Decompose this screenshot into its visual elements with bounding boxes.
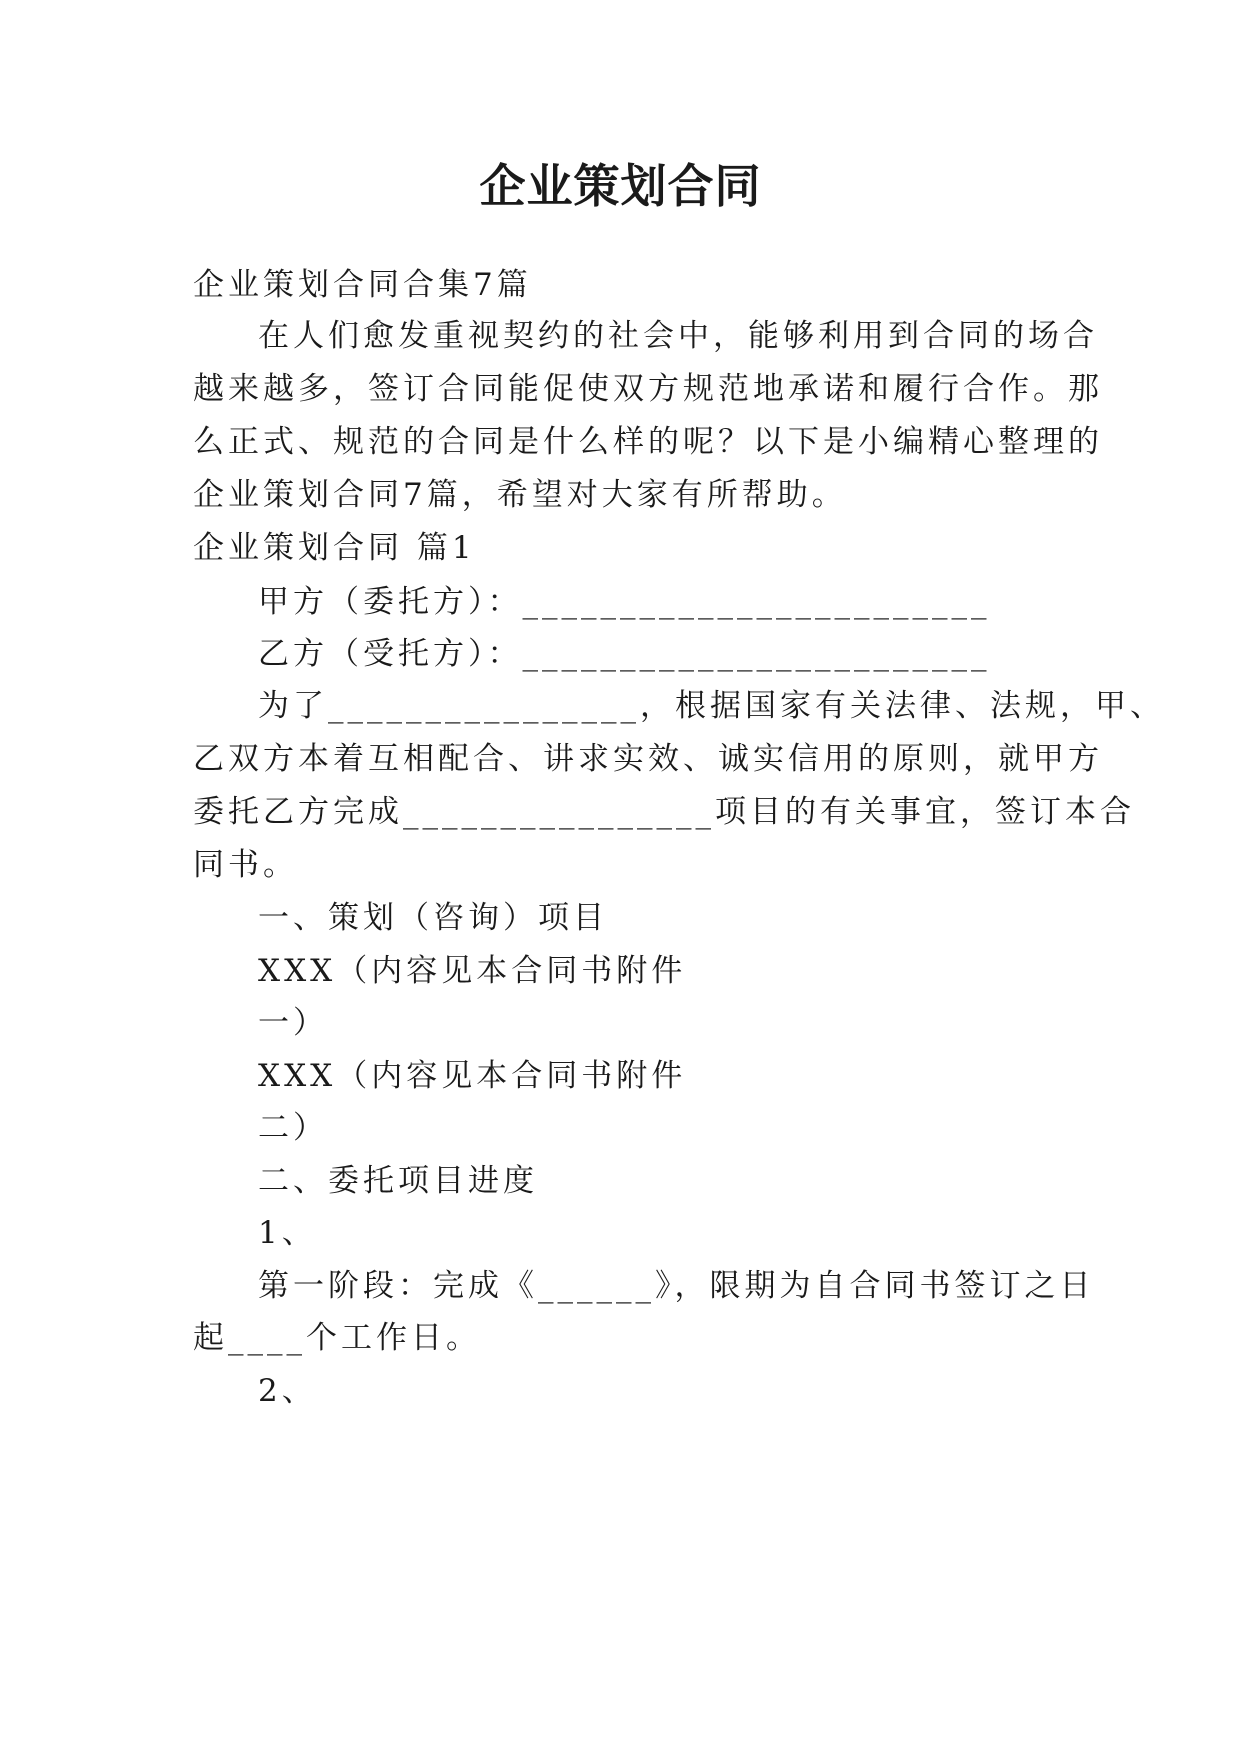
purpose-paragraph-line-3: 委托乙方完成________________项目的有关事宜，签订本合 [193,794,1135,830]
clause-2-item-1-number: 1、 [258,1215,317,1251]
party-a-field: 甲方（委托方）：________________________ [258,584,991,620]
intro-paragraph-line-1: 在人们愈发重视契约的社会中，能够利用到合同的场合 [258,318,1098,354]
purpose-paragraph-line-2: 乙双方本着互相配合、讲求实效、诚实信用的原则，就甲方 [193,741,1103,777]
document-title: 企业策划合同 [479,159,762,213]
clause-2-item-2-number: 2、 [258,1373,317,1409]
intro-paragraph-line-2: 越来越多，签订合同能促使双方规范地承诺和履行合作。那 [193,371,1103,407]
intro-paragraph-line-4: 企业策划合同7篇，希望对大家有所帮助。 [193,477,847,513]
purpose-paragraph-line-1: 为了________________，根据国家有关法律、法规，甲、 [258,688,1165,724]
purpose-paragraph-line-4: 同书。 [193,847,298,883]
clause-1-item-2-cont: 二） [258,1110,328,1146]
clause-2-heading: 二、委托项目进度 [258,1163,538,1199]
stage-1-line-1: 第一阶段：完成《______》，限期为自合同书签订之日 [258,1268,1095,1304]
stage-1-line-2: 起____个工作日。 [193,1320,481,1356]
party-b-field: 乙方（受托方）：________________________ [258,636,991,672]
clause-1-heading: 一、策划（咨询）项目 [258,900,608,936]
intro-paragraph-line-3: 么正式、规范的合同是什么样的呢？以下是小编精心整理的 [193,424,1103,460]
clause-1-item-2: XXX（内容见本合同书附件 [258,1058,687,1094]
clause-1-item-1-cont: 一） [258,1005,328,1041]
section-heading-part-1: 企业策划合同 篇1 [193,530,476,566]
collection-heading: 企业策划合同合集7篇 [193,267,532,303]
clause-1-item-1: XXX（内容见本合同书附件 [258,953,687,989]
